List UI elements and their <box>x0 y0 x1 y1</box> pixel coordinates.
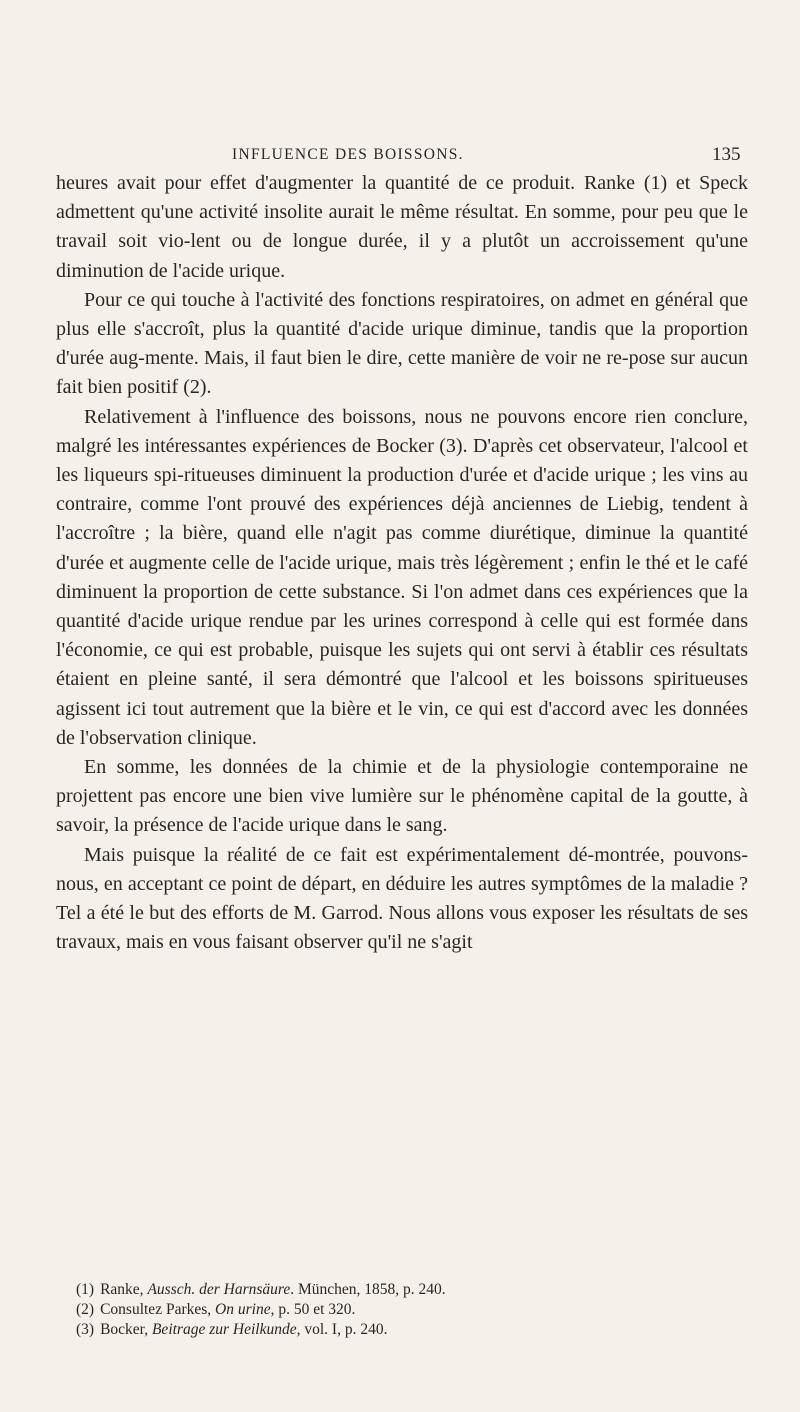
footnote-number: (1) <box>76 1281 95 1298</box>
footnote-title: Beitrage zur Heilkunde <box>151 1321 297 1339</box>
footnotes <box>56 1280 748 1341</box>
footnote-author: Ranke, <box>100 1281 148 1298</box>
footnote-1 <box>76 1280 748 1299</box>
paragraph-respiration: Pour ce qui touche à l'activité des fonctions respiratoires, on admet en général que plus elle s'accroît, plus la quantité d'acide urique diminue, tandis que la proportion d'urée aug-mente. Mais, il faut bien le dire, cette manière de voir ne re-pose sur aucun fait bien positif (2). <box>56 288 748 399</box>
footnote-author: Bocker, <box>100 1321 152 1339</box>
paragraph-chimie: En somme, les données de la chimie et de la physiologie contemporaine ne projettent pas encore une bien vive lumière sur le phénomène capital de la goutte, à savoir, la présence de l'acide urique dans le sang. <box>56 756 748 837</box>
footnote-title: On urine <box>215 1301 271 1319</box>
footnote-author: Consultez Parkes, <box>100 1301 216 1319</box>
footnote-number: (3) <box>76 1321 95 1339</box>
running-title: INFLUENCE DES BOISSONS. <box>232 146 464 163</box>
footnote-reference: , p. 50 et 320. <box>270 1301 356 1319</box>
footnote-number: (2) <box>76 1301 95 1319</box>
footnote-title: Aussch. der Harnsäure <box>147 1281 291 1298</box>
footnote-reference: . München, 1858, p. 240. <box>290 1281 446 1298</box>
paragraph-continuation: heures avait pour effet d'augmenter la quantité de ce produit. Ranke (1) et Speck admettent qu'une activité insolite aurait le même résultat. En somme, pour peu que le travail soit vio-lent ou de longue durée, il y a plutôt un accroissement qu'une diminution de l'acide urique. <box>56 172 748 282</box>
footnote-2 <box>76 1300 748 1319</box>
footnote-reference: , vol. I, p. 240. <box>296 1321 388 1339</box>
footnote-3 <box>76 1320 748 1339</box>
paragraph-garrod: Mais puisque la réalité de ce fait est expérimentalement dé-montrée, pouvons-nous, en acceptant ce point de départ, en déduire les autres symptômes de la maladie ? Tel a été le but des efforts de M. Garrod. Nous allons vous exposer les résultats de ses travaux, mais en vous faisant observer qu'il ne s'agit <box>56 843 748 954</box>
paragraph-boissons: Relativement à l'influence des boissons, nous ne pouvons encore rien conclure, malgré les intéressantes expériences de Bocker (3). D'après cet observateur, l'alcool et les liqueurs spi-ritueuses diminuent la production d'urée et d'acide urique ; les vins au contraire, comme l'ont prouvé des expériences déjà anciennes de Liebig, tendent à l'accroître ; la bière, quand elle n'agit pas comme diurétique, diminue la quantité d'urée et augmente celle de l'acide urique, mais très légèrement ; enfin le thé et le café diminuent la proportion de cette substance. Si l'on admet dans ces expériences que la quantité d'acide urique rendue par les urines correspond à celle qui est formée dans l'économie, ce qui est probable, puisque les sujets qui ont servi à établir ces résultats étaient en pleine santé, il sera démontré que l'alcool et les boissons spiritueuses agissent ici tout autrement que la bière et le vin, ce qui est d'accord avec les données de l'observation clinique. <box>56 405 748 749</box>
page-number: 135 <box>712 144 741 165</box>
body-text <box>56 169 748 957</box>
